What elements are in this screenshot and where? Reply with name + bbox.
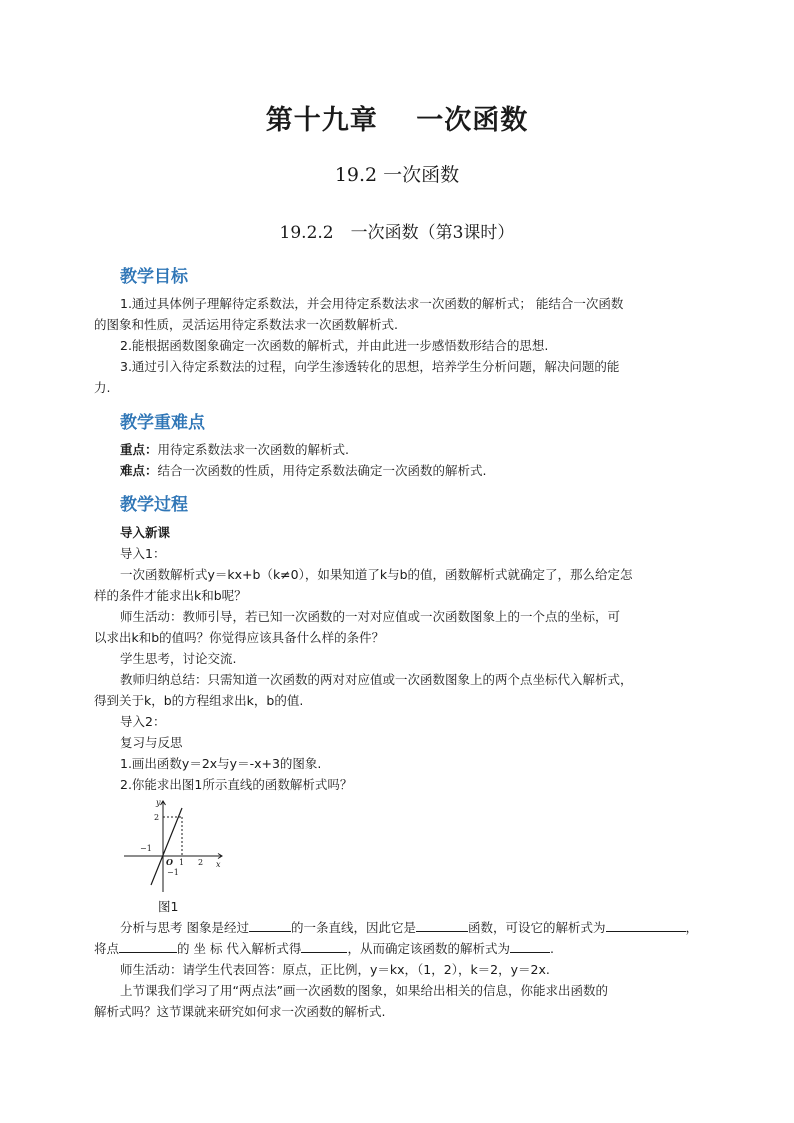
analysis2-text-1: 将点	[94, 941, 120, 956]
paragraph-2-line1: 师生活动：教师引导，若已知一次函数的一对对应值或一次函数图象上的一个点的坐标，可	[120, 609, 621, 624]
objective-2: 2.能根据函数图象确定一次函数的解析式，并由此进一步感悟数形结合的思想.	[120, 338, 549, 353]
paragraph-5: 师生活动：请学生代表回答：原点，正比例，y＝kx，（1，2），k＝2，y＝2x.	[120, 962, 550, 977]
figure-1-graph	[120, 795, 230, 895]
tick-label-x-neg1: −1	[140, 844, 152, 853]
analysis2-text-3: ，从而确定该函数的解析式为	[347, 941, 510, 956]
paragraph-6-line2: 解析式吗？这节课就来研究如何求一次函数的解析式.	[94, 1004, 386, 1019]
paragraph-2-line2: 以求出k和b的值吗？你觉得应该具备什么样的条件？	[94, 630, 385, 645]
paragraph-3: 学生思考，讨论交流.	[120, 651, 237, 666]
review-question-1: 1.画出函数y＝2x与y＝-x+3的图象.	[120, 756, 322, 771]
analysis-line-1	[120, 918, 698, 937]
paragraph-6-line1: 上节课我们学习了用“两点法”画一次函数的图象，如果给出相关的信息，你能求出函数的	[120, 983, 608, 998]
key-point	[120, 440, 349, 459]
x-axis-label: x	[216, 860, 221, 869]
subsection-title: 19.2.2 一次函数（第3课时）	[279, 223, 515, 243]
intro-heading: 导入新课	[120, 525, 171, 540]
answer-blank-2[interactable]	[416, 919, 468, 932]
paragraph-1-line2: 样的条件才能求出k和b呢？	[94, 588, 247, 603]
analysis2-text-2: 的 坐 标 代入解析式得	[177, 941, 302, 956]
objective-3-line2: 力.	[94, 380, 111, 395]
paragraph-1-line1: 一次函数解析式y＝kx+b（k≠0），如果知道了k与b的值，函数解析式就确定了，那么给定怎	[120, 567, 633, 582]
objectives-heading: 教学目标	[120, 267, 188, 287]
answer-blank-1[interactable]	[249, 919, 291, 932]
paragraph-4-line1: 教师归纳总结：只需知道一次函数的两对对应值或一次函数图象上的两个点坐标代入解析式，	[120, 672, 633, 687]
y-axis-label: y	[156, 798, 161, 807]
answer-blank-4[interactable]	[119, 940, 177, 953]
objective-3-line1: 3.通过引入待定系数法的过程，向学生渗透转化的思想，培养学生分析问题，解决问题的能	[120, 359, 620, 374]
analysis2-text-4: .	[549, 941, 554, 956]
analysis-line-2	[94, 939, 554, 958]
review-heading: 复习与反思	[120, 735, 183, 750]
key-label: 重点：	[120, 442, 158, 457]
difficult-text: 结合一次函数的性质，用待定系数法确定一次函数的解析式.	[157, 463, 487, 478]
answer-blank-3[interactable]	[606, 919, 686, 932]
chapter-title: 第十九章 一次函数	[265, 105, 529, 136]
tick-label-x-2: 2	[198, 858, 204, 867]
key-points-heading: 教学重难点	[120, 413, 205, 433]
intro2-label: 导入2：	[120, 714, 166, 729]
intro1-label: 导入1：	[120, 546, 166, 561]
origin-label: O	[166, 857, 173, 867]
analysis-text-4: ，	[685, 920, 699, 935]
review-question-2: 2.你能求出图1所示直线的函数解析式吗？	[120, 777, 353, 792]
section-title: 19.2 一次函数	[334, 164, 460, 186]
analysis-text-1: 分析与思考 图象是经过	[120, 920, 249, 935]
figure-caption: 图1	[158, 899, 179, 914]
answer-blank-5[interactable]	[301, 940, 347, 953]
objective-1-line1: 1.通过具体例子理解待定系数法，并会用待定系数法求一次函数的解析式； 能结合一次函数	[120, 296, 624, 311]
objective-1-line2: 的图象和性质，灵活运用待定系数法求一次函数解析式.	[94, 317, 398, 332]
key-text: 用待定系数法求一次函数的解析式.	[157, 442, 349, 457]
tick-label-y-neg1: −1	[167, 868, 179, 877]
answer-blank-6[interactable]	[510, 940, 550, 953]
analysis-text-2: 的一条直线，因此它是	[290, 920, 416, 935]
paragraph-4-line2: 得到关于k，b的方程组求出k，b的值.	[94, 693, 304, 708]
process-heading: 教学过程	[120, 495, 188, 515]
difficult-label: 难点：	[120, 463, 158, 478]
analysis-text-3: 函数，可设它的解析式为	[468, 920, 606, 935]
difficult-point	[120, 461, 487, 480]
tick-label-y-2: 2	[154, 813, 160, 822]
tick-label-x-1: 1	[179, 858, 185, 867]
